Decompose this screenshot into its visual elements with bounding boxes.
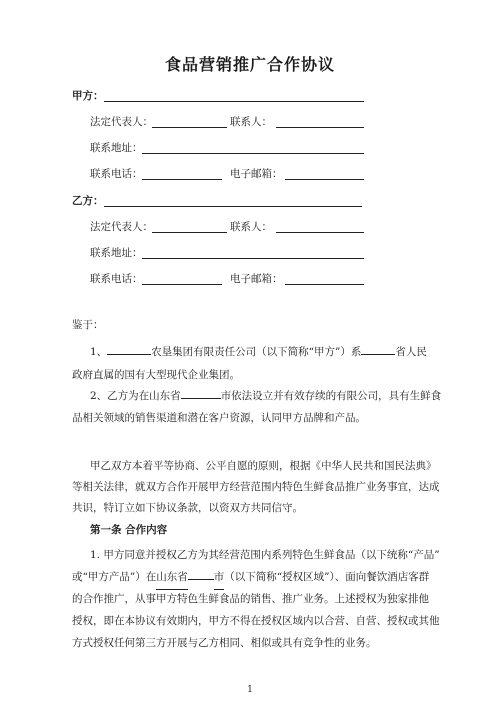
party-b-blank: [104, 206, 362, 207]
party-a-phone-label: 联系电话：: [90, 168, 143, 180]
party-b-phone-blank: [142, 284, 222, 285]
party-a-rep-label: 法定代表人：: [90, 116, 153, 128]
preamble-line-2: 等相关法律，就双方合作开展甲方经营范围内特色生鲜食品推广业务事宜，达成: [72, 481, 440, 493]
party-a-email-blank: [285, 179, 364, 180]
party-b-email-blank: [285, 284, 364, 285]
party-a-address-label: 联系地址：: [90, 142, 143, 154]
party-b-phone-label: 联系电话：: [90, 273, 143, 285]
party-a-address-blank: [142, 153, 364, 154]
whereas-item-1-line-1: 1、 农垦集团有限责任公司（以下简称“甲方”）系 省人民: [90, 346, 427, 358]
party-a-email-label: 电子邮箱：: [230, 168, 283, 180]
article-1-heading: 第一条 合作内容: [90, 524, 168, 536]
preamble-line-1: 甲乙双方本着平等协商、公平自愿的原则，根据《中华人民共和国民法典》: [90, 460, 437, 472]
article-1-line-1: 1. 甲方同意并授权乙方为其经营范围内系列特色生鲜食品（以下统称“产品”: [90, 549, 440, 561]
party-b-rep-blank: [152, 232, 227, 233]
party-b-address-label: 联系地址：: [90, 247, 143, 259]
party-b-contact-blank: [276, 232, 364, 233]
whereas-item-1-line-2: 政府直属的国有大型现代企业集团。: [72, 369, 240, 381]
party-b-email-label: 电子邮箱：: [230, 273, 283, 285]
article-1-line-3: 的合作推广，从事甲方特色生鲜食品的销售、推广业务。上述授权为独家排他: [72, 593, 429, 605]
page-number: 1: [247, 685, 253, 695]
party-b-label: 乙方：: [72, 195, 104, 207]
article-1-line-2: 或“甲方产品”）在山东省 市（以下简称“授权区域”）、面向餐饮酒店客群: [72, 566, 429, 590]
city-field: 市: [214, 566, 225, 590]
party-b-rep-label: 法定代表人：: [90, 221, 153, 233]
party-a-label: 甲方：: [72, 90, 104, 102]
party-a-phone-blank: [142, 179, 222, 180]
party-b-address-blank: [142, 258, 364, 259]
province-field: 山东省: [156, 566, 188, 590]
party-a-contact-blank: [276, 127, 364, 128]
party-b-contact-label: 联系人：: [230, 221, 272, 233]
document-title: 食品营销推广合作协议: [164, 55, 335, 74]
preamble-line-3: 共识，特订立如下协议条款，以资双方共同信守。: [72, 502, 303, 514]
party-a-contact-label: 联系人：: [230, 116, 272, 128]
party-a-blank: [104, 101, 364, 102]
whereas-item-2-line-2: 品相关领域的销售渠道和潜在客户资源，认同甲方品牌和产品。: [72, 412, 366, 424]
party-a-rep-blank: [152, 127, 227, 128]
whereas-heading: 鉴于：: [72, 319, 104, 331]
whereas-item-2-line-1: 2、乙方为在山东省 市依法设立并有效存续的有限公司，具有生鲜食: [90, 390, 442, 402]
article-1-line-5: 方式授权任何第三方开展与乙方相同、相似或具有竞争性的业务。: [72, 637, 377, 649]
article-1-line-4: 授权，即在本协议有效期内，甲方不得在授权区域内以合营、自营、授权或其他: [72, 615, 440, 627]
